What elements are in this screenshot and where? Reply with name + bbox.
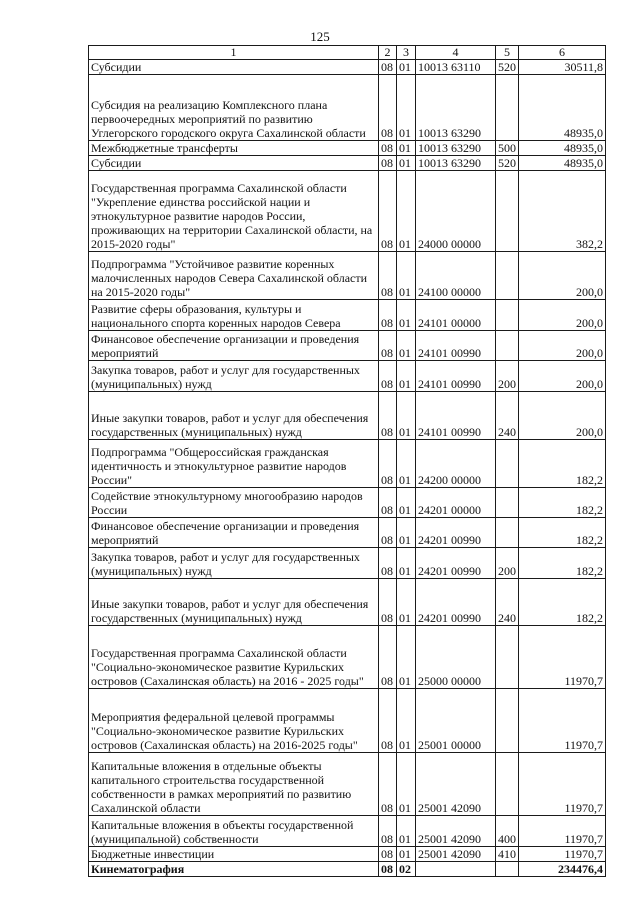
row-name-cell: Иные закупки товаров, работ и услуг для обеспечения государственных (муниципальных) нужд xyxy=(89,579,379,626)
row-expense-type-cell xyxy=(496,689,519,753)
row-target-code-cell: 24101 00990 xyxy=(416,361,496,392)
row-name-cell: Государственная программа Сахалинской области "Социально-экономическое развитие Курильских островов (Сахалинская область) на 2016 - 2025 годы" xyxy=(89,626,379,689)
row-expense-type-cell xyxy=(496,252,519,300)
row-amount-cell: 200,0 xyxy=(519,361,606,392)
row-target-code-cell: 24201 00990 xyxy=(416,548,496,579)
row-amount-cell: 11970,7 xyxy=(519,689,606,753)
row-name-cell: Иные закупки товаров, работ и услуг для обеспечения государственных (муниципальных) нужд xyxy=(89,392,379,440)
row-expense-type-cell: 200 xyxy=(496,548,519,579)
row-subsection-cell: 01 xyxy=(397,753,416,816)
row-target-code-cell: 24201 00000 xyxy=(416,488,496,518)
table-row xyxy=(89,252,606,300)
row-subsection-cell: 01 xyxy=(397,392,416,440)
row-amount-cell: 11970,7 xyxy=(519,847,606,862)
column-header: 6 xyxy=(519,46,606,60)
row-amount-cell: 11970,7 xyxy=(519,753,606,816)
row-target-code-cell: 24100 00000 xyxy=(416,252,496,300)
row-target-code-cell: 25001 42090 xyxy=(416,847,496,862)
row-section-cell: 08 xyxy=(379,816,397,847)
row-name-cell: Субсидия на реализацию Комплексного плана первоочередных мероприятий по развитию Углегорского городского округа Сахалинской области xyxy=(89,75,379,141)
row-expense-type-cell xyxy=(496,753,519,816)
row-name-cell: Финансовое обеспечение организации и проведения мероприятий xyxy=(89,518,379,548)
row-subsection-cell: 01 xyxy=(397,252,416,300)
table-row xyxy=(89,847,606,862)
row-subsection-cell: 01 xyxy=(397,361,416,392)
table-row xyxy=(89,156,606,171)
row-name-cell: Бюджетные инвестиции xyxy=(89,847,379,862)
row-amount-cell: 48935,0 xyxy=(519,156,606,171)
row-amount-cell: 234476,4 xyxy=(519,862,606,877)
row-name-cell: Кинематография xyxy=(89,862,379,877)
row-section-cell: 08 xyxy=(379,300,397,331)
row-expense-type-cell: 520 xyxy=(496,156,519,171)
row-subsection-cell: 01 xyxy=(397,847,416,862)
table-row xyxy=(89,300,606,331)
row-expense-type-cell xyxy=(496,518,519,548)
row-section-cell: 08 xyxy=(379,141,397,156)
row-expense-type-cell: 500 xyxy=(496,141,519,156)
row-name-cell: Субсидии xyxy=(89,156,379,171)
row-expense-type-cell: 200 xyxy=(496,361,519,392)
row-target-code-cell: 24101 00000 xyxy=(416,300,496,331)
row-section-cell: 08 xyxy=(379,689,397,753)
table-row xyxy=(89,141,606,156)
table-row xyxy=(89,361,606,392)
row-expense-type-cell: 410 xyxy=(496,847,519,862)
row-amount-cell: 182,2 xyxy=(519,548,606,579)
row-amount-cell: 182,2 xyxy=(519,488,606,518)
row-name-cell: Мероприятия федеральной целевой программы "Социально-экономическое развитие Курильских островов (Сахалинская область) на 2016-2025 годы" xyxy=(89,689,379,753)
row-subsection-cell: 01 xyxy=(397,626,416,689)
row-amount-cell: 200,0 xyxy=(519,331,606,361)
row-amount-cell: 382,2 xyxy=(519,171,606,252)
column-header: 3 xyxy=(397,46,416,60)
row-name-cell: Субсидии xyxy=(89,60,379,75)
row-name-cell: Подпрограмма "Общероссийская гражданская идентичность и этнокультурное развитие народов России" xyxy=(89,440,379,488)
row-amount-cell: 11970,7 xyxy=(519,626,606,689)
row-expense-type-cell xyxy=(496,171,519,252)
table-row xyxy=(89,753,606,816)
column-header: 4 xyxy=(416,46,496,60)
table-row xyxy=(89,579,606,626)
page-number: 125 xyxy=(310,29,330,44)
row-target-code-cell: 25001 42090 xyxy=(416,816,496,847)
row-section-cell: 08 xyxy=(379,847,397,862)
row-section-cell: 08 xyxy=(379,548,397,579)
table-row xyxy=(89,488,606,518)
row-amount-cell: 182,2 xyxy=(519,518,606,548)
row-subsection-cell: 02 xyxy=(397,862,416,877)
row-subsection-cell: 01 xyxy=(397,440,416,488)
row-section-cell: 08 xyxy=(379,753,397,816)
table-header-row xyxy=(89,46,606,60)
table-row xyxy=(89,689,606,753)
row-amount-cell: 48935,0 xyxy=(519,141,606,156)
row-expense-type-cell xyxy=(496,75,519,141)
row-target-code-cell: 25000 00000 xyxy=(416,626,496,689)
row-amount-cell: 11970,7 xyxy=(519,816,606,847)
row-subsection-cell: 01 xyxy=(397,518,416,548)
column-header: 2 xyxy=(379,46,397,60)
row-section-cell: 08 xyxy=(379,60,397,75)
row-section-cell: 08 xyxy=(379,252,397,300)
row-name-cell: Государственная программа Сахалинской области "Укрепление единства российской нации и этнокультурное развитие народов России, проживающих на территории Сахалинской области, на 2015-2020 годы" xyxy=(89,171,379,252)
row-expense-type-cell xyxy=(496,862,519,877)
row-expense-type-cell xyxy=(496,440,519,488)
row-expense-type-cell: 520 xyxy=(496,60,519,75)
row-amount-cell: 30511,8 xyxy=(519,60,606,75)
row-expense-type-cell: 240 xyxy=(496,579,519,626)
row-name-cell: Закупка товаров, работ и услуг для государственных (муниципальных) нужд xyxy=(89,548,379,579)
row-name-cell: Развитие сферы образования, культуры и национального спорта коренных народов Севера xyxy=(89,300,379,331)
column-header: 5 xyxy=(496,46,519,60)
table-row xyxy=(89,862,606,877)
row-subsection-cell: 01 xyxy=(397,141,416,156)
row-amount-cell: 200,0 xyxy=(519,392,606,440)
row-section-cell: 08 xyxy=(379,579,397,626)
row-section-cell: 08 xyxy=(379,440,397,488)
row-amount-cell: 182,2 xyxy=(519,579,606,626)
row-section-cell: 08 xyxy=(379,156,397,171)
row-target-code-cell: 24000 00000 xyxy=(416,171,496,252)
row-target-code-cell: 10013 63290 xyxy=(416,75,496,141)
row-section-cell: 08 xyxy=(379,862,397,877)
row-section-cell: 08 xyxy=(379,75,397,141)
row-section-cell: 08 xyxy=(379,488,397,518)
row-target-code-cell: 10013 63290 xyxy=(416,141,496,156)
row-amount-cell: 48935,0 xyxy=(519,75,606,141)
row-section-cell: 08 xyxy=(379,331,397,361)
row-name-cell: Межбюджетные трансферты xyxy=(89,141,379,156)
row-target-code-cell: 24101 00990 xyxy=(416,331,496,361)
table-row xyxy=(89,75,606,141)
table-row xyxy=(89,392,606,440)
row-expense-type-cell xyxy=(496,488,519,518)
row-target-code-cell: 25001 42090 xyxy=(416,753,496,816)
row-subsection-cell: 01 xyxy=(397,171,416,252)
table-row xyxy=(89,440,606,488)
table-row xyxy=(89,331,606,361)
row-section-cell: 08 xyxy=(379,392,397,440)
row-name-cell: Капитальные вложения в отдельные объекты капитального строительства государственной собственности в рамках мероприятий по развитию Сахалинской области xyxy=(89,753,379,816)
table-row xyxy=(89,60,606,75)
row-subsection-cell: 01 xyxy=(397,816,416,847)
row-target-code-cell: 10013 63290 xyxy=(416,156,496,171)
row-name-cell: Закупка товаров, работ и услуг для государственных (муниципальных) нужд xyxy=(89,361,379,392)
row-section-cell: 08 xyxy=(379,518,397,548)
row-amount-cell: 182,2 xyxy=(519,440,606,488)
row-subsection-cell: 01 xyxy=(397,488,416,518)
row-name-cell: Финансовое обеспечение организации и проведения мероприятий xyxy=(89,331,379,361)
row-target-code-cell: 24200 00000 xyxy=(416,440,496,488)
row-target-code-cell: 25001 00000 xyxy=(416,689,496,753)
row-target-code-cell: 24201 00990 xyxy=(416,579,496,626)
row-subsection-cell: 01 xyxy=(397,579,416,626)
row-name-cell: Содействие этнокультурному многообразию народов России xyxy=(89,488,379,518)
row-subsection-cell: 01 xyxy=(397,689,416,753)
row-expense-type-cell: 240 xyxy=(496,392,519,440)
row-name-cell: Капитальные вложения в объекты государственной (муниципальной) собственности xyxy=(89,816,379,847)
row-subsection-cell: 01 xyxy=(397,331,416,361)
budget-table xyxy=(88,45,606,877)
row-target-code-cell: 24101 00990 xyxy=(416,392,496,440)
row-section-cell: 08 xyxy=(379,361,397,392)
column-header: 1 xyxy=(89,46,379,60)
table-row xyxy=(89,548,606,579)
row-target-code-cell: 24201 00990 xyxy=(416,518,496,548)
row-subsection-cell: 01 xyxy=(397,548,416,579)
table-row xyxy=(89,171,606,252)
row-expense-type-cell xyxy=(496,626,519,689)
row-subsection-cell: 01 xyxy=(397,300,416,331)
row-subsection-cell: 01 xyxy=(397,156,416,171)
row-expense-type-cell: 400 xyxy=(496,816,519,847)
row-subsection-cell: 01 xyxy=(397,75,416,141)
table-row xyxy=(89,816,606,847)
row-section-cell: 08 xyxy=(379,171,397,252)
row-target-code-cell xyxy=(416,862,496,877)
row-expense-type-cell xyxy=(496,300,519,331)
table-row xyxy=(89,518,606,548)
row-amount-cell: 200,0 xyxy=(519,252,606,300)
row-section-cell: 08 xyxy=(379,626,397,689)
row-name-cell: Подпрограмма "Устойчивое развитие коренных малочисленных народов Севера Сахалинской области на 2015-2020 годы" xyxy=(89,252,379,300)
row-target-code-cell: 10013 63110 xyxy=(416,60,496,75)
table-row xyxy=(89,626,606,689)
row-amount-cell: 200,0 xyxy=(519,300,606,331)
row-subsection-cell: 01 xyxy=(397,60,416,75)
row-expense-type-cell xyxy=(496,331,519,361)
